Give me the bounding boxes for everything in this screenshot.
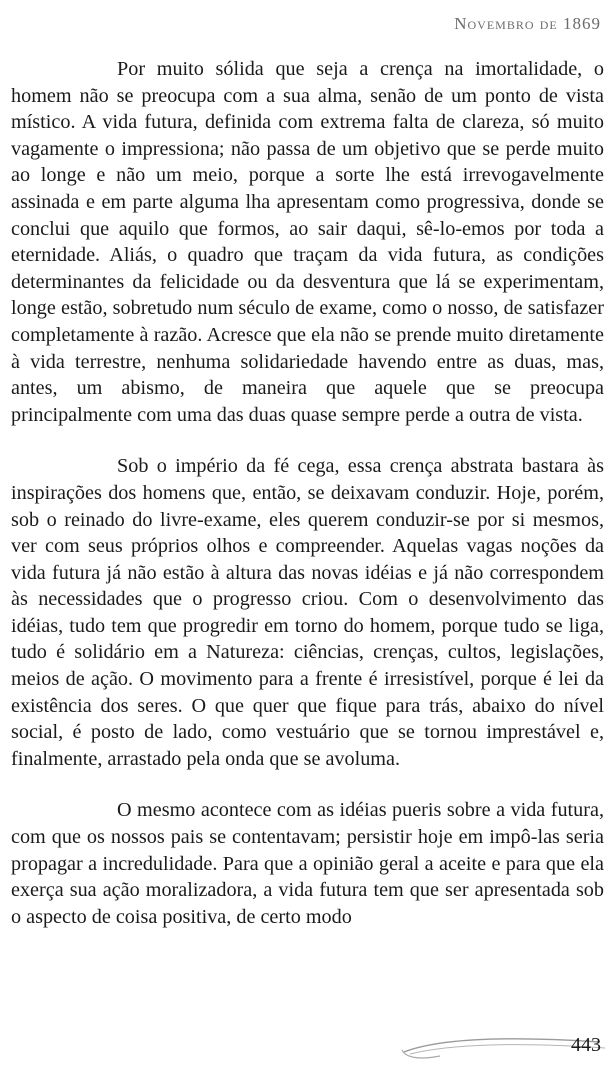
paragraph-1: Por muito sólida que seja a crença na imortalidade, o homem não se preocupa com a sua alma, senão de um ponto de vista místico. A vida futura, definida com extrema falta de clareza, só muito vagamente o impressiona; não passa de um objetivo que se perde muito ao longe e não um meio, porque a sorte lhe está irrevogavelmente assinada e em parte alguma lha apresentam como progressiva, donde se conclui que aquilo que formos, ao sair daqui, sê-lo-emos por toda a eternidade. Aliás, o quadro que traçam da vida futura, as condições determinantes da felicidade ou da desventura que lá se experimentam, longe estão, sobretudo num século de exame, como o nosso, de satisfazer completamente à razão. Acresce que ela não se prende muito diretamente à vida terrestre, nenhuma solidariedade havendo entre as duas, mas, antes, um abismo, de maneira que aquele que se preocupa principalmente com uma das duas quase sempre perde a outra de vista. [11,58,604,426]
page-number: 443 [571,1034,601,1056]
page-footer [0,1028,611,1068]
page-body [11,56,604,955]
running-header: Novembro de 1869 [454,14,601,33]
paragraph-3: O mesmo acontece com as idéias pueris sobre a vida futura, com que os nossos pais se contentavam; persistir hoje em impô-las seria propagar a incredulidade. Para que a opinião geral a aceite e para que ela exerça sua ação moralizadora, a vida futura tem que ser apresentada sob o aspecto de coisa positiva, de certo modo [11,799,604,928]
paragraph-2: Sob o império da fé cega, essa crença abstrata bastara às inspirações dos homens que, então, se deixavam conduzir. Hoje, porém, sob o reinado do livre-exame, eles querem conduzir-se por si mesmos, ver com seus próprios olhos e compreender. Aquelas vagas noções da vida futura já não estão à altura das novas idéias e já não correspondem às necessidades que o progresso criou. Com o desenvolvimento das idéias, tudo tem que progredir em torno do homem, porque tudo se liga, tudo é solidário em a Natureza: ciências, crenças, cultos, legislações, meios de ação. O movimento para a frente é irresistível, porque é lei da existência dos seres. O que quer que fique para trás, abaixo do nível social, é posto de lado, como vestuário que se tornou imprestável e, finalmente, arrastado pela onda que se avoluma. [11,455,604,770]
